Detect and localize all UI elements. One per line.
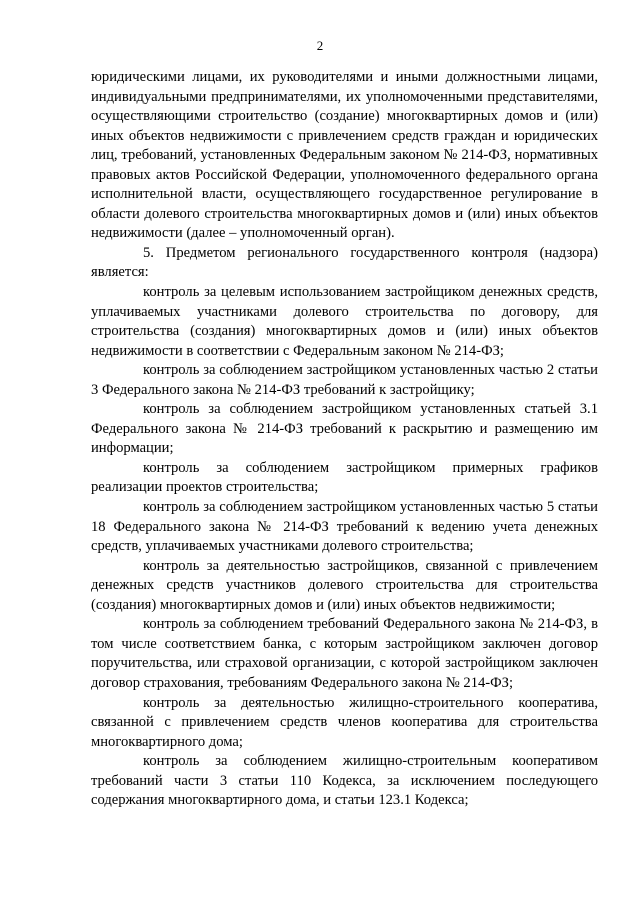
paragraph-item-developer-requirements: контроль за соблюдением застройщиком установленных частью 2 статьи 3 Федерального закона № 214-ФЗ требований к застройщику; [91,362,598,398]
paragraph-item-cooperative-activity: контроль за деятельностью жилищно-строительного кооператива, связанной с привлечением средств членов кооператива для строительства многоквартирного дома; [91,694,598,750]
paragraph-item-target-use-funds: контроль за целевым использованием застройщиком денежных средств, уплачиваемых участниками долевого строительства по договору, для строительства (создания) многоквартирных домов и (или) иных объектов недвижимости в соответствии с Федеральным законом № 214-ФЗ; [91,284,598,359]
paragraph-item-project-schedules: контроль за соблюдением застройщиком примерных графиков реализации проектов строительства; [91,459,598,496]
paragraph-item-bank-insurer-compliance: контроль за соблюдением требований Федерального закона № 214-ФЗ, в том числе соответствием банка, с которым застройщиком заключен договор поручительства, или страховой организации, с которой застройщиком заключен договор страхования, требованиям Федерального закона № 214-ФЗ; [91,616,598,691]
paragraph-item-developer-activity: контроль за деятельностью застройщиков, связанной с привлечением денежных средств участников долевого строительства для строительства (создания) многоквартирных домов и (или) иных объектов недвижимости; [91,557,598,613]
paragraph-control-subject: 5. Предметом регионального государственного контроля (надзора) является: [91,244,598,281]
paragraph-item-information-disclosure: контроль за соблюдением застройщиком установленных статьей 3.1 Федерального закона № 214-ФЗ требований к раскрытию и размещению им информации; [91,401,598,457]
paragraph-continuation: юридическими лицами, их руководителями и иными должностными лицами, индивидуальными предпринимателями, их уполномоченными представителями, осуществляющими строительство (создание) многоквартирных домов и (или) иных объектов недвижимости с привлечением средств граждан и юридических лиц, требований, установленных Федеральным законом № 214-ФЗ, нормативных правовых актов Российской Федерации, уполномоченного федерального органа исполнительной власти, осуществляющего государственное регулирование в области долевого строительства многоквартирных домов и (или) иных объектов недвижимости (далее – уполномоченный орган). [91,69,598,242]
document-body [91,68,598,811]
paragraph-item-funds-accounting: контроль за соблюдением застройщиком установленных частью 5 статьи 18 Федерального закона № 214-ФЗ требований к ведению учета денежных средств, уплачиваемых участниками долевого строительства; [91,499,598,555]
page-number: 2 [316,38,324,53]
paragraph-item-cooperative-requirements: контроль за соблюдением жилищно-строительным кооперативом требований части 3 статьи 110 Кодекса, за исключением последующего содержания многоквартирного дома, и статьи 123.1 Кодекса; [91,753,598,809]
